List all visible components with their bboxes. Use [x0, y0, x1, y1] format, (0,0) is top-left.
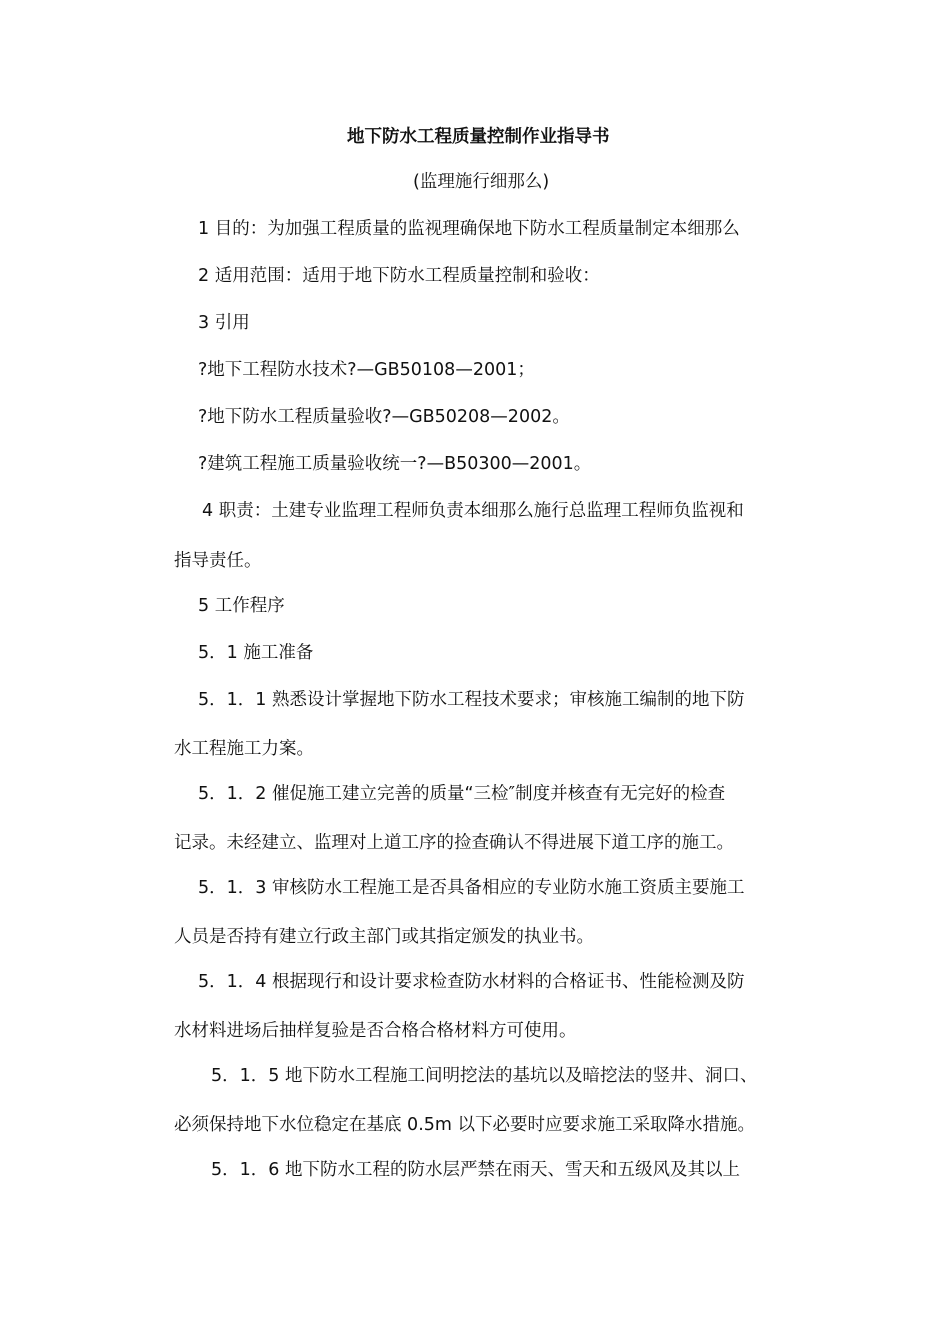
paragraph-line: 记录。未经建立、监理对上道工序的捡查确认不得进展下道工序的施工。 [174, 833, 734, 853]
paragraph-line: ?地下工程防水技术?—GB50108—2001； [198, 360, 535, 380]
paragraph-line: 5．1．3 审核防水工程施工是否具备相应的专业防水施工资质主要施工 [198, 878, 745, 898]
paragraph-line: 5 工作程序 [198, 596, 285, 616]
paragraph-line: 5．1．2 催促施工建立完善的质量“三检″制度并核查有无完好的检查 [198, 784, 726, 804]
document-title: 地下防水工程质量控制作业指导书 [347, 127, 610, 147]
document-subtitle: (监理施行细那么) [413, 172, 550, 192]
paragraph-line: ?建筑工程施工质量验收统一?—B50300—2001。 [198, 454, 592, 474]
paragraph-line: 4 职责：土建专业监理工程师负责本细那么施行总监理工程师负监视和 [202, 501, 744, 521]
paragraph-line: 5．1．6 地下防水工程的防水层严禁在雨天、雪天和五级风及其以上 [211, 1160, 740, 1180]
paragraph-line: 5．1．4 根据现行和设计要求检查防水材料的合格证书、性能检测及防 [198, 972, 745, 992]
paragraph-line: 1 目的：为加强工程质量的监视理确保地下防水工程质量制定本细那么 [198, 219, 740, 239]
paragraph-line: ?地下防水工程质量验收?—GB50208—2002。 [198, 407, 570, 427]
paragraph-line: 5．1．5 地下防水工程施工间明挖法的基坑以及暗挖法的竖井、洞口、 [211, 1066, 758, 1086]
paragraph-line: 3 引用 [198, 313, 250, 333]
paragraph-line: 5．1．1 熟悉设计掌握地下防水工程技术要求；审核施工编制的地下防 [198, 690, 745, 710]
paragraph-line: 水材料进场后抽样复验是否合格合格材料方可使用。 [174, 1021, 577, 1041]
paragraph-line: 指导责任。 [174, 551, 262, 571]
paragraph-line: 5．1 施工准备 [198, 643, 314, 663]
paragraph-line: 必须保持地下水位稳定在基底 0.5m 以下必要时应要求施工采取降水措施。 [174, 1115, 756, 1135]
paragraph-line: 水工程施工力案。 [174, 739, 314, 759]
paragraph-line: 人员是否持有建立行政主部门或其指定颁发的执业书。 [174, 927, 594, 947]
paragraph-line: 2 适用范围：适用于地下防水工程质量控制和验收： [198, 266, 600, 286]
